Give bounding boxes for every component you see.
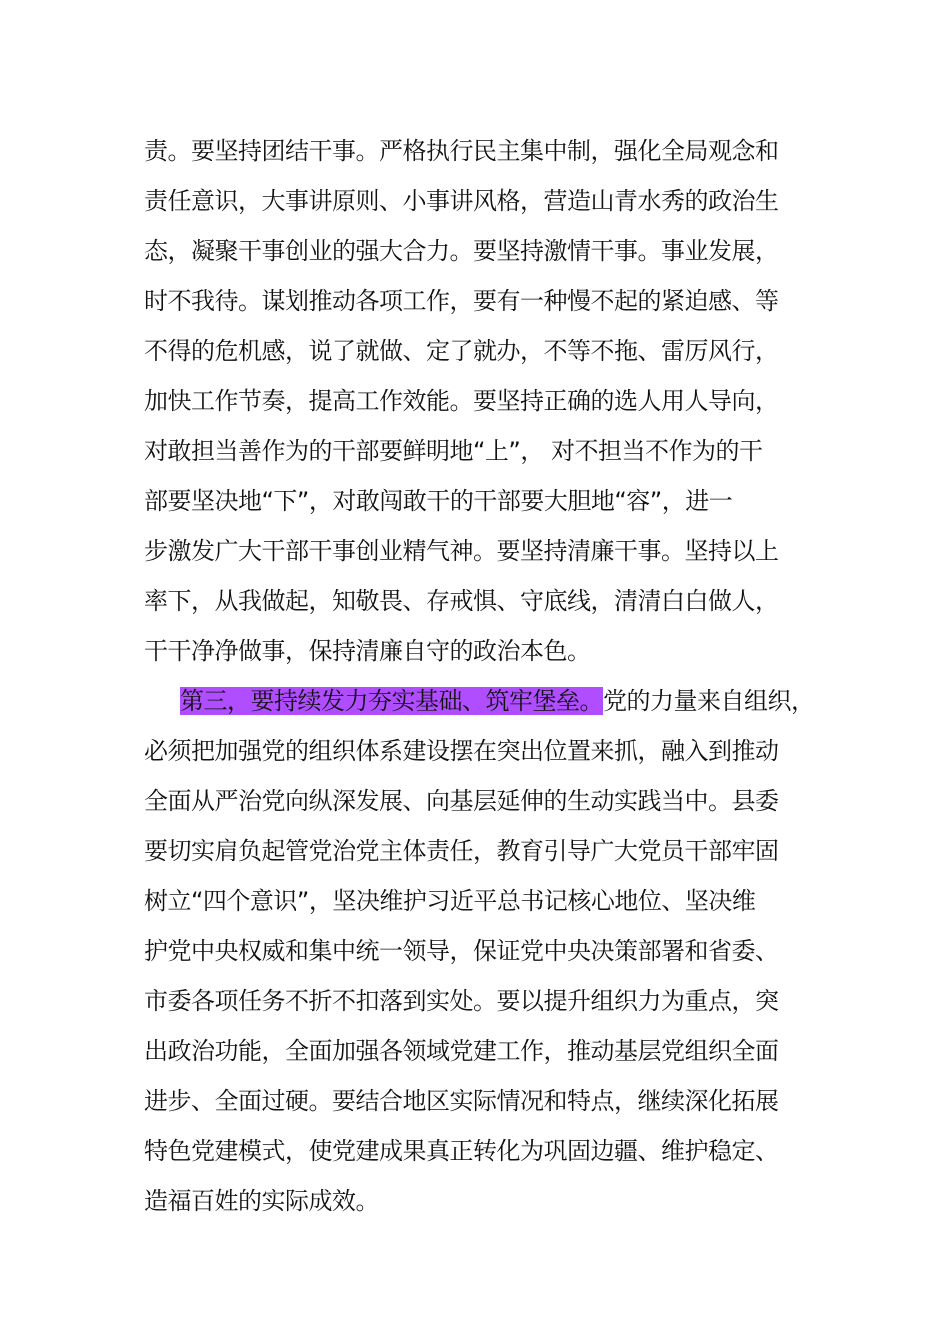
text-line: 不得的危机感，说了就做、定了就办，不等不拖、雷厉风行，: [144, 337, 779, 365]
text-line: 全面从严治党向纵深发展、向基层延伸的生动实践当中。县委: [144, 787, 779, 815]
text-line: 进步、全面过硬。要结合地区实际情况和特点，继续深化拓展: [144, 1087, 779, 1115]
heading-rest: 党的力量来自组织，: [603, 687, 815, 715]
text-line: 出政治功能，全面加强各领域党建工作，推动基层党组织全面: [144, 1037, 779, 1065]
highlighted-heading: 第三，要持续发力夯实基础、筑牢堡垒。: [180, 687, 603, 715]
text-line: 特色党建模式，使党建成果真正转化为巩固边疆、维护稳定、: [144, 1137, 779, 1165]
text-line: 市委各项任务不折不扣落到实处。要以提升组织力为重点，突: [144, 987, 779, 1015]
text-line: 树立“四个意识”，坚决维护习近平总书记核心地位、坚决维: [144, 887, 756, 915]
text-line: 态，凝聚干事创业的强大合力。要坚持激情干事。事业发展，: [144, 237, 779, 265]
section-heading-line: [144, 676, 824, 726]
body-text: [144, 126, 824, 1226]
text-line: 时不我待。谋划推动各项工作，要有一种慢不起的紧迫感、等: [144, 287, 779, 315]
text-line: 率下，从我做起，知敬畏、存戒惧、守底线，清清白白做人，: [144, 587, 779, 615]
text-line: 要切实肩负起管党治党主体责任，教育引导广大党员干部牢固: [144, 837, 779, 865]
text-line: 干干净净做事，保持清廉自守的政治本色。: [144, 637, 591, 665]
text-line: 责。要坚持团结干事。严格执行民主集中制，强化全局观念和: [144, 137, 779, 165]
text-line: 必须把加强党的组织体系建设摆在突出位置来抓，融入到推动: [144, 737, 779, 765]
text-line: 造福百姓的实际成效。: [144, 1187, 379, 1215]
text-line: 部要坚决地“下”，对敢闯敢干的干部要大胆地“容”，进一: [144, 487, 733, 515]
text-line: 责任意识，大事讲原则、小事讲风格，营造山青水秀的政治生: [144, 187, 779, 215]
text-line: 步激发广大干部干事创业精气神。要坚持清廉干事。坚持以上: [144, 537, 779, 565]
text-line: 对敢担当善作为的干部要鲜明地“上”， 对不担当不作为的干: [144, 437, 763, 465]
text-line: 护党中央权威和集中统一领导，保证党中央决策部署和省委、: [144, 937, 779, 965]
text-line: 加快工作节奏，提高工作效能。要坚持正确的选人用人导向，: [144, 387, 779, 415]
